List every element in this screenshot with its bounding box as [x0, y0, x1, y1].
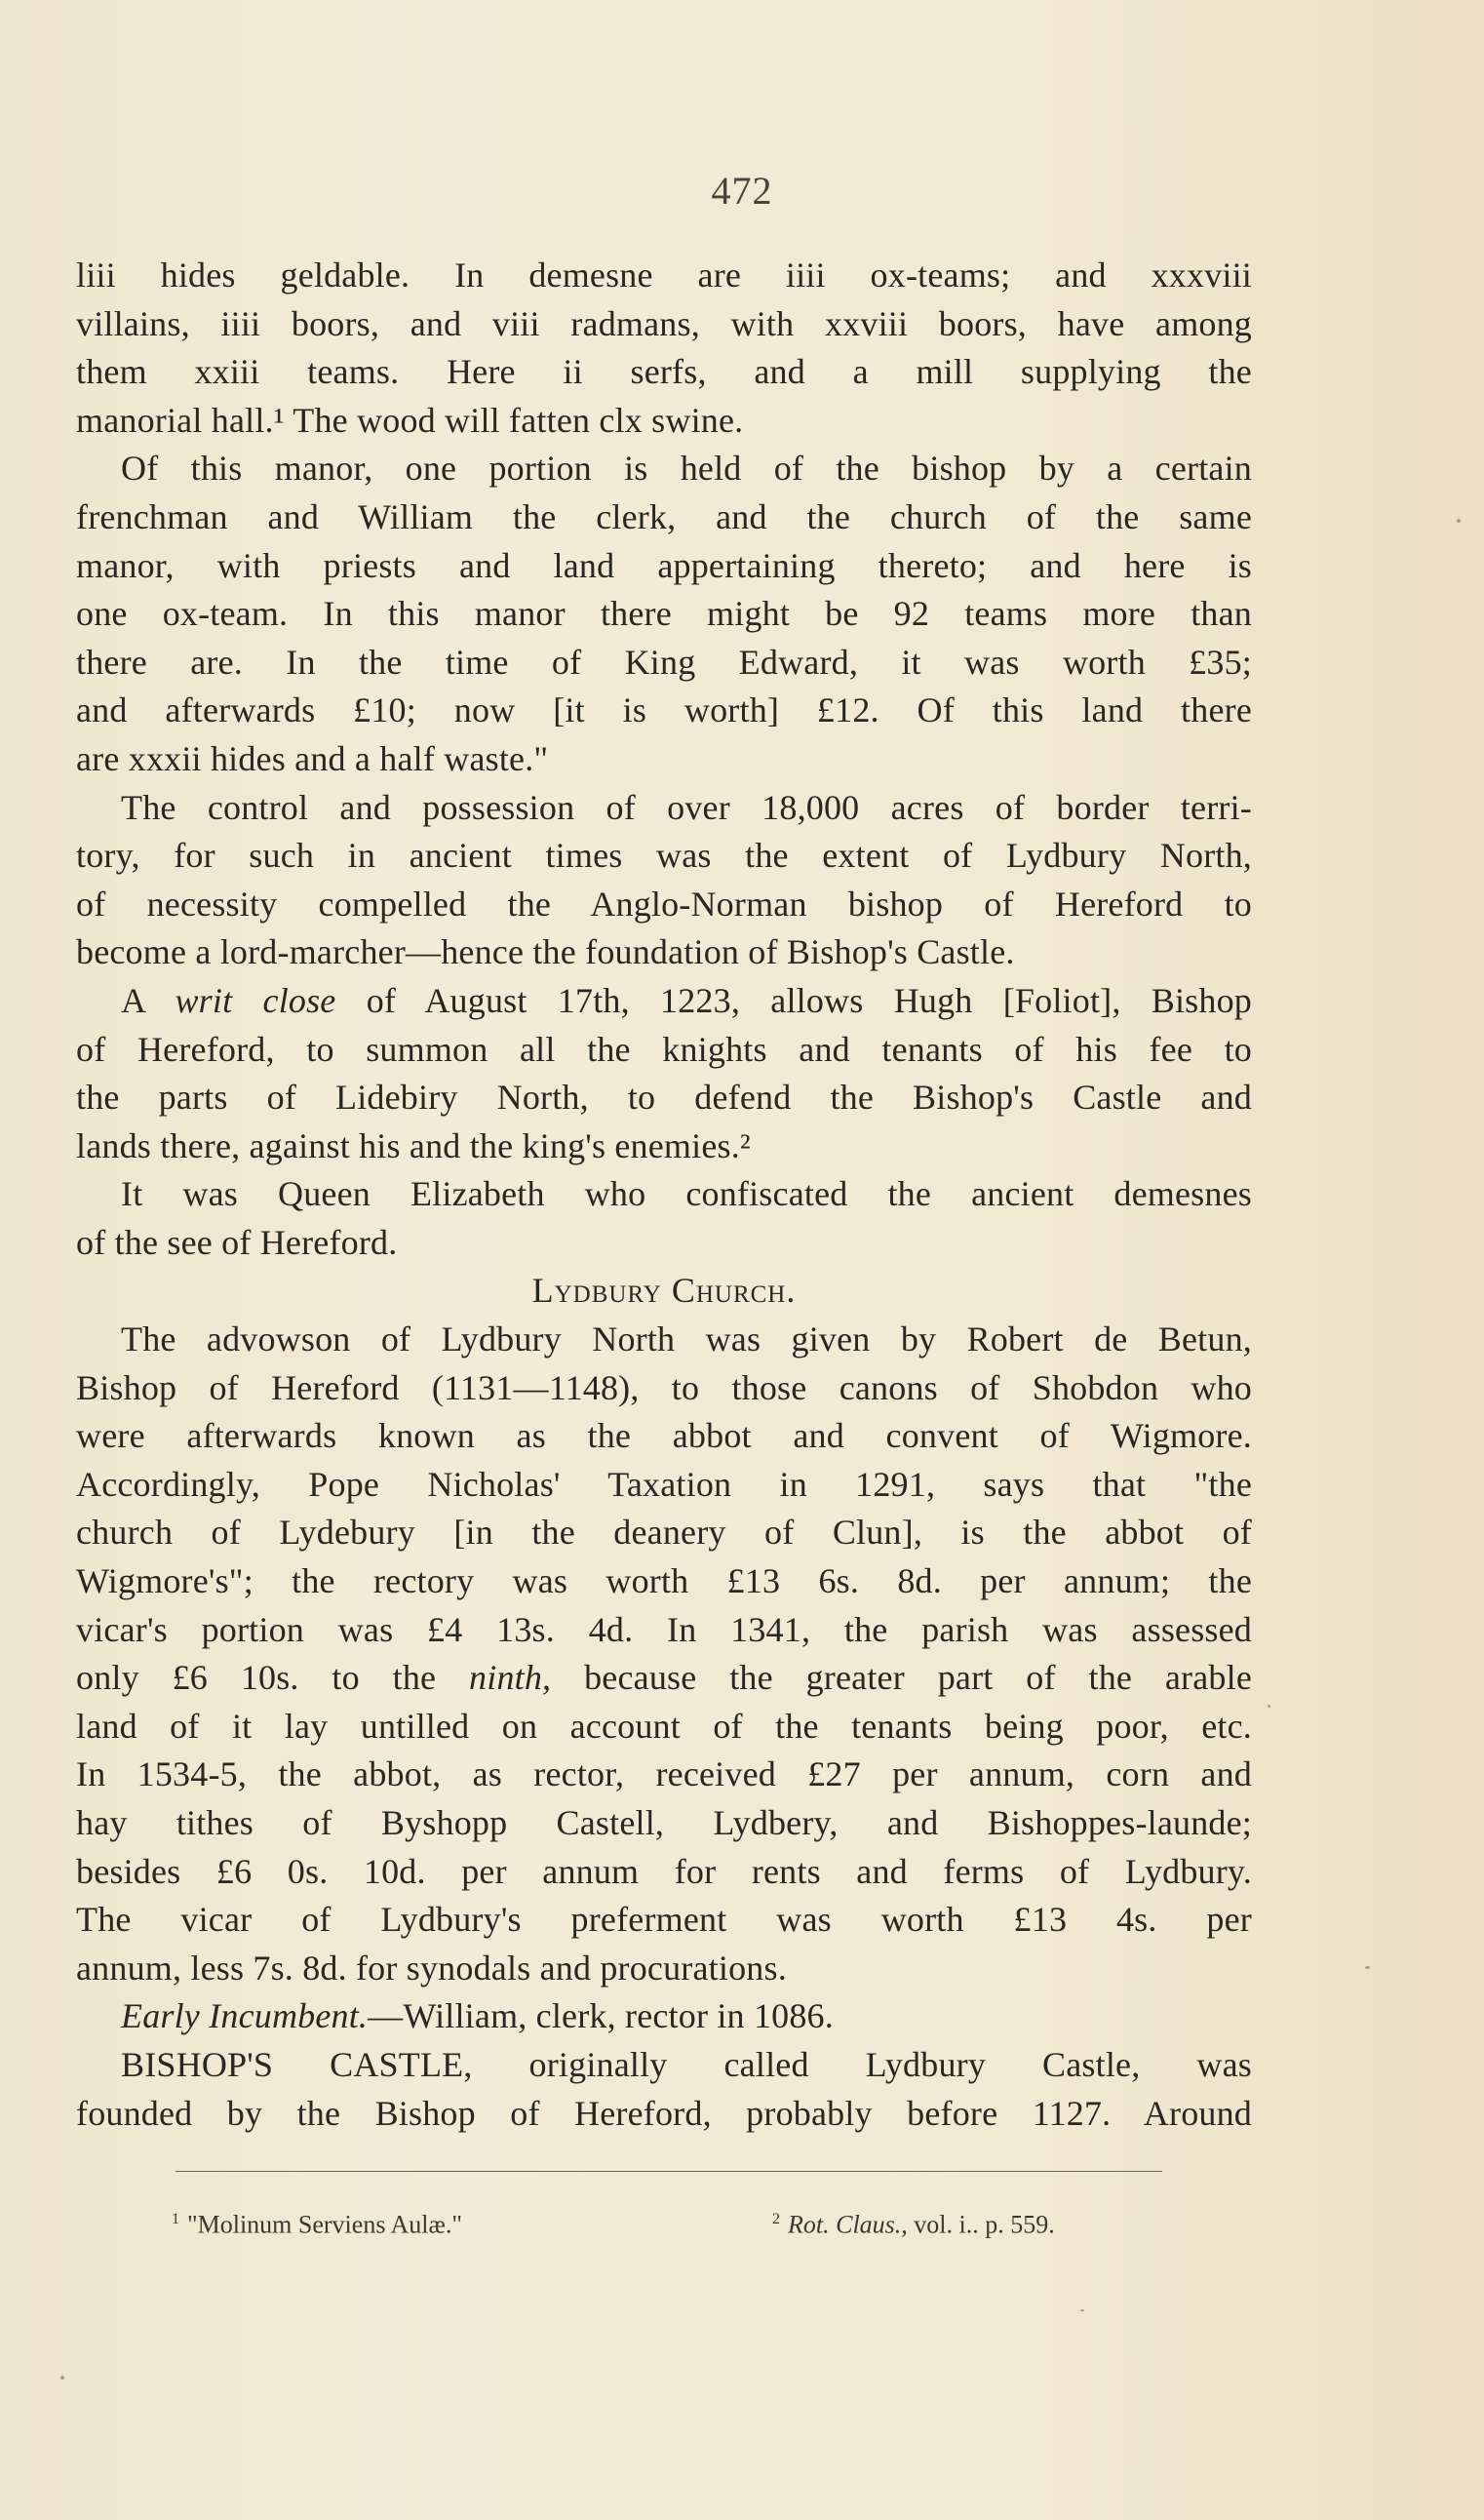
text-line: villains, iiii boors, and viii radmans, with xxviii boors, have among: [76, 303, 1252, 343]
text-line: are xxxii hides and a half waste.": [76, 738, 549, 778]
text-line: The advowson of Lydbury North was given by Robert de Betun,: [121, 1319, 1252, 1359]
line-prefix: A: [121, 980, 145, 1020]
paper-speck: [1080, 2309, 1084, 2311]
text-line: vicar's portion was £4 13s. 4d. In 1341, the parish was assessed: [76, 1609, 1252, 1649]
text-line: Bishop of Hereford (1131—1148), to those canons of Shobdon who: [76, 1367, 1252, 1407]
text-line: Of this manor, one portion is held of the bishop by a certain: [121, 449, 1252, 489]
footnote-text: vol. i.. p. 559.: [914, 2210, 1055, 2239]
text-line: The vicar of Lydbury's preferment was worth £13 4s. per: [76, 1900, 1252, 1940]
footnote-marker: 1: [172, 2211, 179, 2227]
paper-speck: [1268, 1705, 1270, 1708]
text-line: land of it lay untilled on account of the tenants being poor, etc.: [76, 1706, 1252, 1746]
text-line: Wigmore's"; the rectory was worth £13 6s. 8d. per annum; the: [76, 1561, 1252, 1601]
line-rest: because the greater part of the arable: [584, 1658, 1253, 1698]
text-line: hay tithes of Byshopp Castell, Lydbery, and Bishoppes-launde;: [76, 1803, 1252, 1842]
footnote-text: "Molinum Serviens Aulæ.": [187, 2210, 462, 2239]
text-line: and afterwards £10; now [it is worth] £12. Of this land there: [76, 690, 1252, 730]
text-line: were afterwards known as the abbot and convent of Wigmore.: [76, 1416, 1252, 1456]
paper-speck: [1365, 1966, 1370, 1969]
text-line: annum, less 7s. 8d. for synodals and procurations.: [76, 1948, 787, 1988]
footnote: [772, 2200, 1055, 2245]
paper-speck: [60, 2376, 64, 2380]
text-line: one ox-team. In this manor there might be 92 teams more than: [76, 594, 1252, 634]
text-line: [76, 977, 1252, 1026]
text-line: manor, with priests and land appertaining thereto; and here is: [76, 545, 1252, 585]
page-number: 472: [711, 169, 773, 213]
text-line: founded by the Bishop of Hereford, probably before 1127. Around: [76, 2093, 1252, 2133]
text-line: become a lord-marcher—hence the foundation of Bishop's Castle.: [76, 932, 1015, 972]
text-line: of the see of Hereford.: [76, 1222, 398, 1262]
text-line: [76, 1992, 1252, 2041]
text-line: BISHOP'S CASTLE, originally called Lydbury Castle, was: [121, 2044, 1252, 2084]
text-line: liii hides geldable. In demesne are iiii ox-teams; and xxxviii: [76, 256, 1252, 295]
footnote: [172, 2200, 462, 2245]
line-prefix: only £6 10s. to the: [76, 1658, 437, 1698]
section-heading: Lydbury Church.: [531, 1271, 797, 1311]
text-line: The control and possession of over 18,000 acres of border terri-: [121, 787, 1252, 827]
italic-phrase: Early Incumbent.: [121, 1996, 369, 2036]
text-line: of necessity compelled the Anglo-Norman bishop of Hereford to: [76, 884, 1252, 924]
text-line: them xxiii teams. Here ii serfs, and a mill supplying the: [76, 352, 1252, 392]
text-line: [76, 1654, 1252, 1703]
text-line: lands there, against his and the king's enemies.²: [76, 1125, 751, 1165]
footnotes: [0, 2200, 1484, 2239]
text-line: the parts of Lidebiry North, to defend the Bishop's Castle and: [76, 1078, 1252, 1118]
text-line: church of Lydebury [in the deanery of Clun], is the abbot of: [76, 1513, 1252, 1553]
italic-phrase: writ close: [175, 980, 336, 1020]
text-line: besides £6 0s. 10d. per annum for rents and ferms of Lydbury.: [76, 1851, 1252, 1891]
text-line: of Hereford, to summon all the knights and tenants of his fee to: [76, 1029, 1252, 1069]
footnote-italic: Rot. Claus.,: [788, 2210, 908, 2239]
text-line: tory, for such in ancient times was the extent of Lydbury North,: [76, 836, 1252, 876]
text-line: frenchman and William the clerk, and the church of the same: [76, 496, 1252, 536]
text-line: manorial hall.¹ The wood will fatten clx swine.: [76, 400, 744, 440]
text-line: It was Queen Elizabeth who confiscated the ancient demesnes: [121, 1174, 1252, 1214]
text-line: there are. In the time of King Edward, it was worth £35;: [76, 642, 1252, 682]
footnote-divider: [176, 2171, 1162, 2172]
text-line: Accordingly, Pope Nicholas' Taxation in 1291, says that "the: [76, 1464, 1252, 1504]
italic-phrase: ninth,: [469, 1658, 552, 1698]
paper-speck: [1457, 519, 1461, 523]
line-rest: —William, clerk, rector in 1086.: [368, 1996, 834, 2036]
body-text: [76, 252, 1252, 2138]
line-rest: of August 17th, 1223, allows Hugh [Foliot], Bishop: [366, 980, 1252, 1020]
text-line: In 1534-5, the abbot, as rector, received £27 per annum, corn and: [76, 1754, 1252, 1794]
footnote-marker: 2: [772, 2211, 780, 2227]
